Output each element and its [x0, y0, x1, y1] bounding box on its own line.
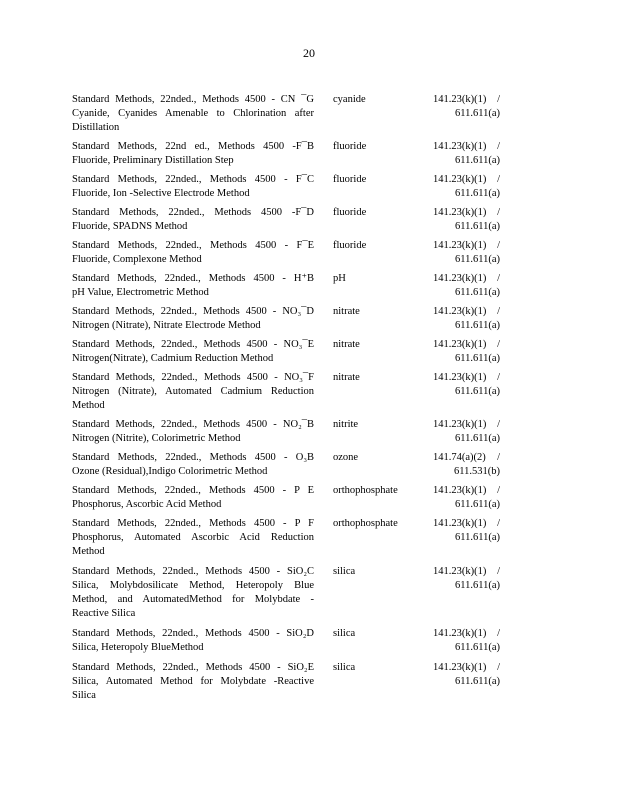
- method-line: Reactive Silica: [72, 608, 136, 619]
- citation: [433, 272, 500, 300]
- method-line: Standard Methods, 22nded., Methods 4500 -F¯D: [72, 207, 314, 218]
- method-line: Standard Methods, 22nded., Methods 4500 - F¯C: [72, 174, 314, 185]
- citation: [433, 484, 500, 512]
- method-line: Cyanide, Cyanides Amenable to Chlorination after: [72, 108, 314, 119]
- citation-separator: /: [497, 419, 500, 430]
- method-line: Fluoride, SPADNS Method: [72, 221, 188, 232]
- analyte: pH: [333, 273, 346, 284]
- citation-secondary: 611.611(a): [455, 287, 500, 298]
- citation: [433, 627, 500, 655]
- method-line: Standard Methods, 22nded., Methods 4500 - SiO₂C: [72, 566, 314, 577]
- method-line: Standard Methods, 22nded., Methods 4500 - NO₃¯E: [72, 339, 314, 350]
- citation-separator: /: [497, 141, 500, 152]
- method-row: [72, 93, 512, 135]
- method-line: Silica, Heteropoly BlueMethod: [72, 642, 204, 653]
- method-line: Standard Methods, 22nded., Methods 4500 - SiO₂E: [72, 662, 314, 673]
- method-row: [72, 140, 512, 168]
- citation-separator: /: [497, 566, 500, 577]
- citation-primary: 141.23(k)(1): [433, 207, 487, 218]
- citation-primary: 141.23(k)(1): [433, 628, 487, 639]
- method-row: [72, 627, 512, 655]
- method-row: [72, 484, 512, 512]
- method-description: [72, 451, 314, 479]
- analyte: nitrate: [333, 306, 360, 317]
- citation-separator: /: [497, 518, 500, 529]
- citation-primary: 141.23(k)(1): [433, 240, 487, 251]
- method-row: [72, 451, 512, 479]
- analyte: fluoride: [333, 207, 367, 218]
- method-line: Standard Methods, 22nded., Methods 4500 - SiO₂D: [72, 628, 314, 639]
- method-line: Standard Methods, 22nded., Methods 4500 - P F: [72, 518, 314, 529]
- citation-primary: 141.23(k)(1): [433, 273, 487, 284]
- citation-secondary: 611.611(a): [455, 353, 500, 364]
- method-line: Phosphorus, Ascorbic Acid Method: [72, 499, 222, 510]
- method-row: [72, 661, 512, 703]
- citation-separator: /: [497, 372, 500, 383]
- method-description: [72, 206, 314, 234]
- method-line: Standard Methods, 22nded., Methods 4500 - NO₃¯D: [72, 306, 314, 317]
- method-line: Fluoride, Preliminary Distillation Step: [72, 155, 234, 166]
- method-description: [72, 627, 314, 655]
- citation-secondary: 611.531(b): [454, 466, 500, 477]
- method-description: [72, 418, 314, 446]
- citation-secondary: 611.611(a): [455, 254, 500, 265]
- analyte: nitrite: [333, 419, 359, 430]
- citation-secondary: 611.611(a): [455, 155, 500, 166]
- citation-secondary: 611.611(a): [455, 221, 500, 232]
- method-line: Fluoride, Ion -Selective Electrode Method: [72, 188, 250, 199]
- method-line: Silica: [72, 690, 96, 701]
- citation-secondary: 611.611(a): [455, 532, 500, 543]
- analyte: ozone: [333, 452, 359, 463]
- citation-separator: /: [497, 339, 500, 350]
- citation: [433, 661, 500, 689]
- method-line: Nitrogen (Nitrate), Automated Cadmium Reduction: [72, 386, 314, 397]
- citation-primary: 141.23(k)(1): [433, 566, 487, 577]
- method-line: Ozone (Residual),Indigo Colorimetric Method: [72, 466, 268, 477]
- method-description: [72, 173, 314, 201]
- citation-secondary: 611.611(a): [455, 386, 500, 397]
- method-row: [72, 305, 512, 333]
- citation-secondary: 611.611(a): [455, 108, 500, 119]
- citation-primary: 141.23(k)(1): [433, 141, 487, 152]
- citation-primary: 141.74(a)(2): [433, 452, 486, 463]
- citation-separator: /: [497, 628, 500, 639]
- method-description: [72, 484, 314, 512]
- method-line: Standard Methods, 22nded., Methods 4500 - F¯E: [72, 240, 314, 251]
- method-line: Nitrogen (Nitrite), Colorimetric Method: [72, 433, 241, 444]
- method-description: [72, 93, 314, 135]
- analyte: silica: [333, 566, 356, 577]
- method-line: Method, and AutomatedMethod for Molybdate -: [72, 594, 314, 605]
- method-description: [72, 272, 314, 300]
- citation-secondary: 611.611(a): [455, 188, 500, 199]
- citation: [433, 565, 500, 593]
- citation-separator: /: [497, 306, 500, 317]
- citation-primary: 141.23(k)(1): [433, 174, 487, 185]
- citation: [433, 173, 500, 201]
- method-row: [72, 272, 512, 300]
- method-line: Standard Methods, 22nded., Methods 4500 - P E: [72, 485, 314, 496]
- method-line: Phosphorus, Automated Ascorbic Acid Reduction: [72, 532, 314, 543]
- citation: [433, 305, 500, 333]
- method-description: [72, 517, 314, 559]
- method-row: [72, 371, 512, 413]
- citation-separator: /: [497, 207, 500, 218]
- method-line: Method: [72, 546, 105, 557]
- method-row: [72, 338, 512, 366]
- method-row: [72, 173, 512, 201]
- method-line: Standard Methods, 22nded., Methods 4500 - H⁺B: [72, 273, 314, 284]
- citation-secondary: 611.611(a): [455, 642, 500, 653]
- method-description: [72, 140, 314, 168]
- method-line: Silica, Automated Method for Molybdate -Reactive: [72, 676, 314, 687]
- citation-secondary: 611.611(a): [455, 499, 500, 510]
- method-description: [72, 338, 314, 366]
- method-line: Distillation: [72, 122, 120, 133]
- citation-primary: 141.23(k)(1): [433, 419, 487, 430]
- citation-primary: 141.23(k)(1): [433, 485, 487, 496]
- method-line: Silica, Molybdosilicate Method, Heteropoly Blue: [72, 580, 314, 591]
- method-line: Standard Methods, 22nded., Methods 4500 - NO₃¯F: [72, 372, 314, 383]
- method-line: Standard Methods, 22nded., Methods 4500 - O₃B: [72, 452, 314, 463]
- method-line: Method: [72, 400, 105, 411]
- method-description: [72, 305, 314, 333]
- citation-separator: /: [497, 240, 500, 251]
- citation-separator: /: [497, 94, 500, 105]
- citation: [433, 517, 500, 545]
- citation: [433, 451, 500, 479]
- method-line: Nitrogen (Nitrate), Nitrate Electrode Method: [72, 320, 261, 331]
- citation-primary: 141.23(k)(1): [433, 94, 487, 105]
- method-description: [72, 239, 314, 267]
- method-table: [72, 93, 512, 703]
- citation-separator: /: [497, 273, 500, 284]
- citation-secondary: 611.611(a): [455, 580, 500, 591]
- method-description: [72, 661, 314, 703]
- page-number: 20: [303, 46, 315, 60]
- method-row: [72, 239, 512, 267]
- citation-primary: 141.23(k)(1): [433, 518, 487, 529]
- analyte: orthophosphate: [333, 518, 398, 529]
- citation: [433, 371, 500, 399]
- analyte: fluoride: [333, 141, 367, 152]
- analyte: silica: [333, 662, 356, 673]
- analyte: fluoride: [333, 240, 367, 251]
- method-description: [72, 565, 314, 621]
- citation-separator: /: [497, 662, 500, 673]
- citation: [433, 140, 500, 168]
- citation-primary: 141.23(k)(1): [433, 372, 487, 383]
- citation-secondary: 611.611(a): [455, 320, 500, 331]
- citation-separator: /: [497, 452, 500, 463]
- method-line: Standard Methods, 22nded., Methods 4500 - NO₂¯B: [72, 419, 314, 430]
- analyte: silica: [333, 628, 356, 639]
- analyte: cyanide: [333, 94, 366, 105]
- citation: [433, 418, 500, 446]
- method-row: [72, 565, 512, 621]
- method-line: Standard Methods, 22nded., Methods 4500 - CN ¯G: [72, 94, 314, 105]
- analyte: nitrate: [333, 339, 360, 350]
- method-row: [72, 418, 512, 446]
- citation-separator: /: [497, 174, 500, 185]
- analyte: nitrate: [333, 372, 360, 383]
- citation-secondary: 611.611(a): [455, 676, 500, 687]
- method-line: pH Value, Electrometric Method: [72, 287, 209, 298]
- citation: [433, 93, 500, 121]
- citation-primary: 141.23(k)(1): [433, 306, 487, 317]
- citation: [433, 338, 500, 366]
- method-row: [72, 206, 512, 234]
- method-line: Standard Methods, 22nd ed., Methods 4500 -F¯B: [72, 141, 314, 152]
- citation-separator: /: [497, 485, 500, 496]
- method-line: Nitrogen(Nitrate), Cadmium Reduction Method: [72, 353, 274, 364]
- method-row: [72, 517, 512, 559]
- method-line: Fluoride, Complexone Method: [72, 254, 202, 265]
- citation-primary: 141.23(k)(1): [433, 339, 487, 350]
- citation-primary: 141.23(k)(1): [433, 662, 487, 673]
- citation: [433, 239, 500, 267]
- citation: [433, 206, 500, 234]
- analyte: orthophosphate: [333, 485, 398, 496]
- citation-secondary: 611.611(a): [455, 433, 500, 444]
- method-description: [72, 371, 314, 413]
- analyte: fluoride: [333, 174, 367, 185]
